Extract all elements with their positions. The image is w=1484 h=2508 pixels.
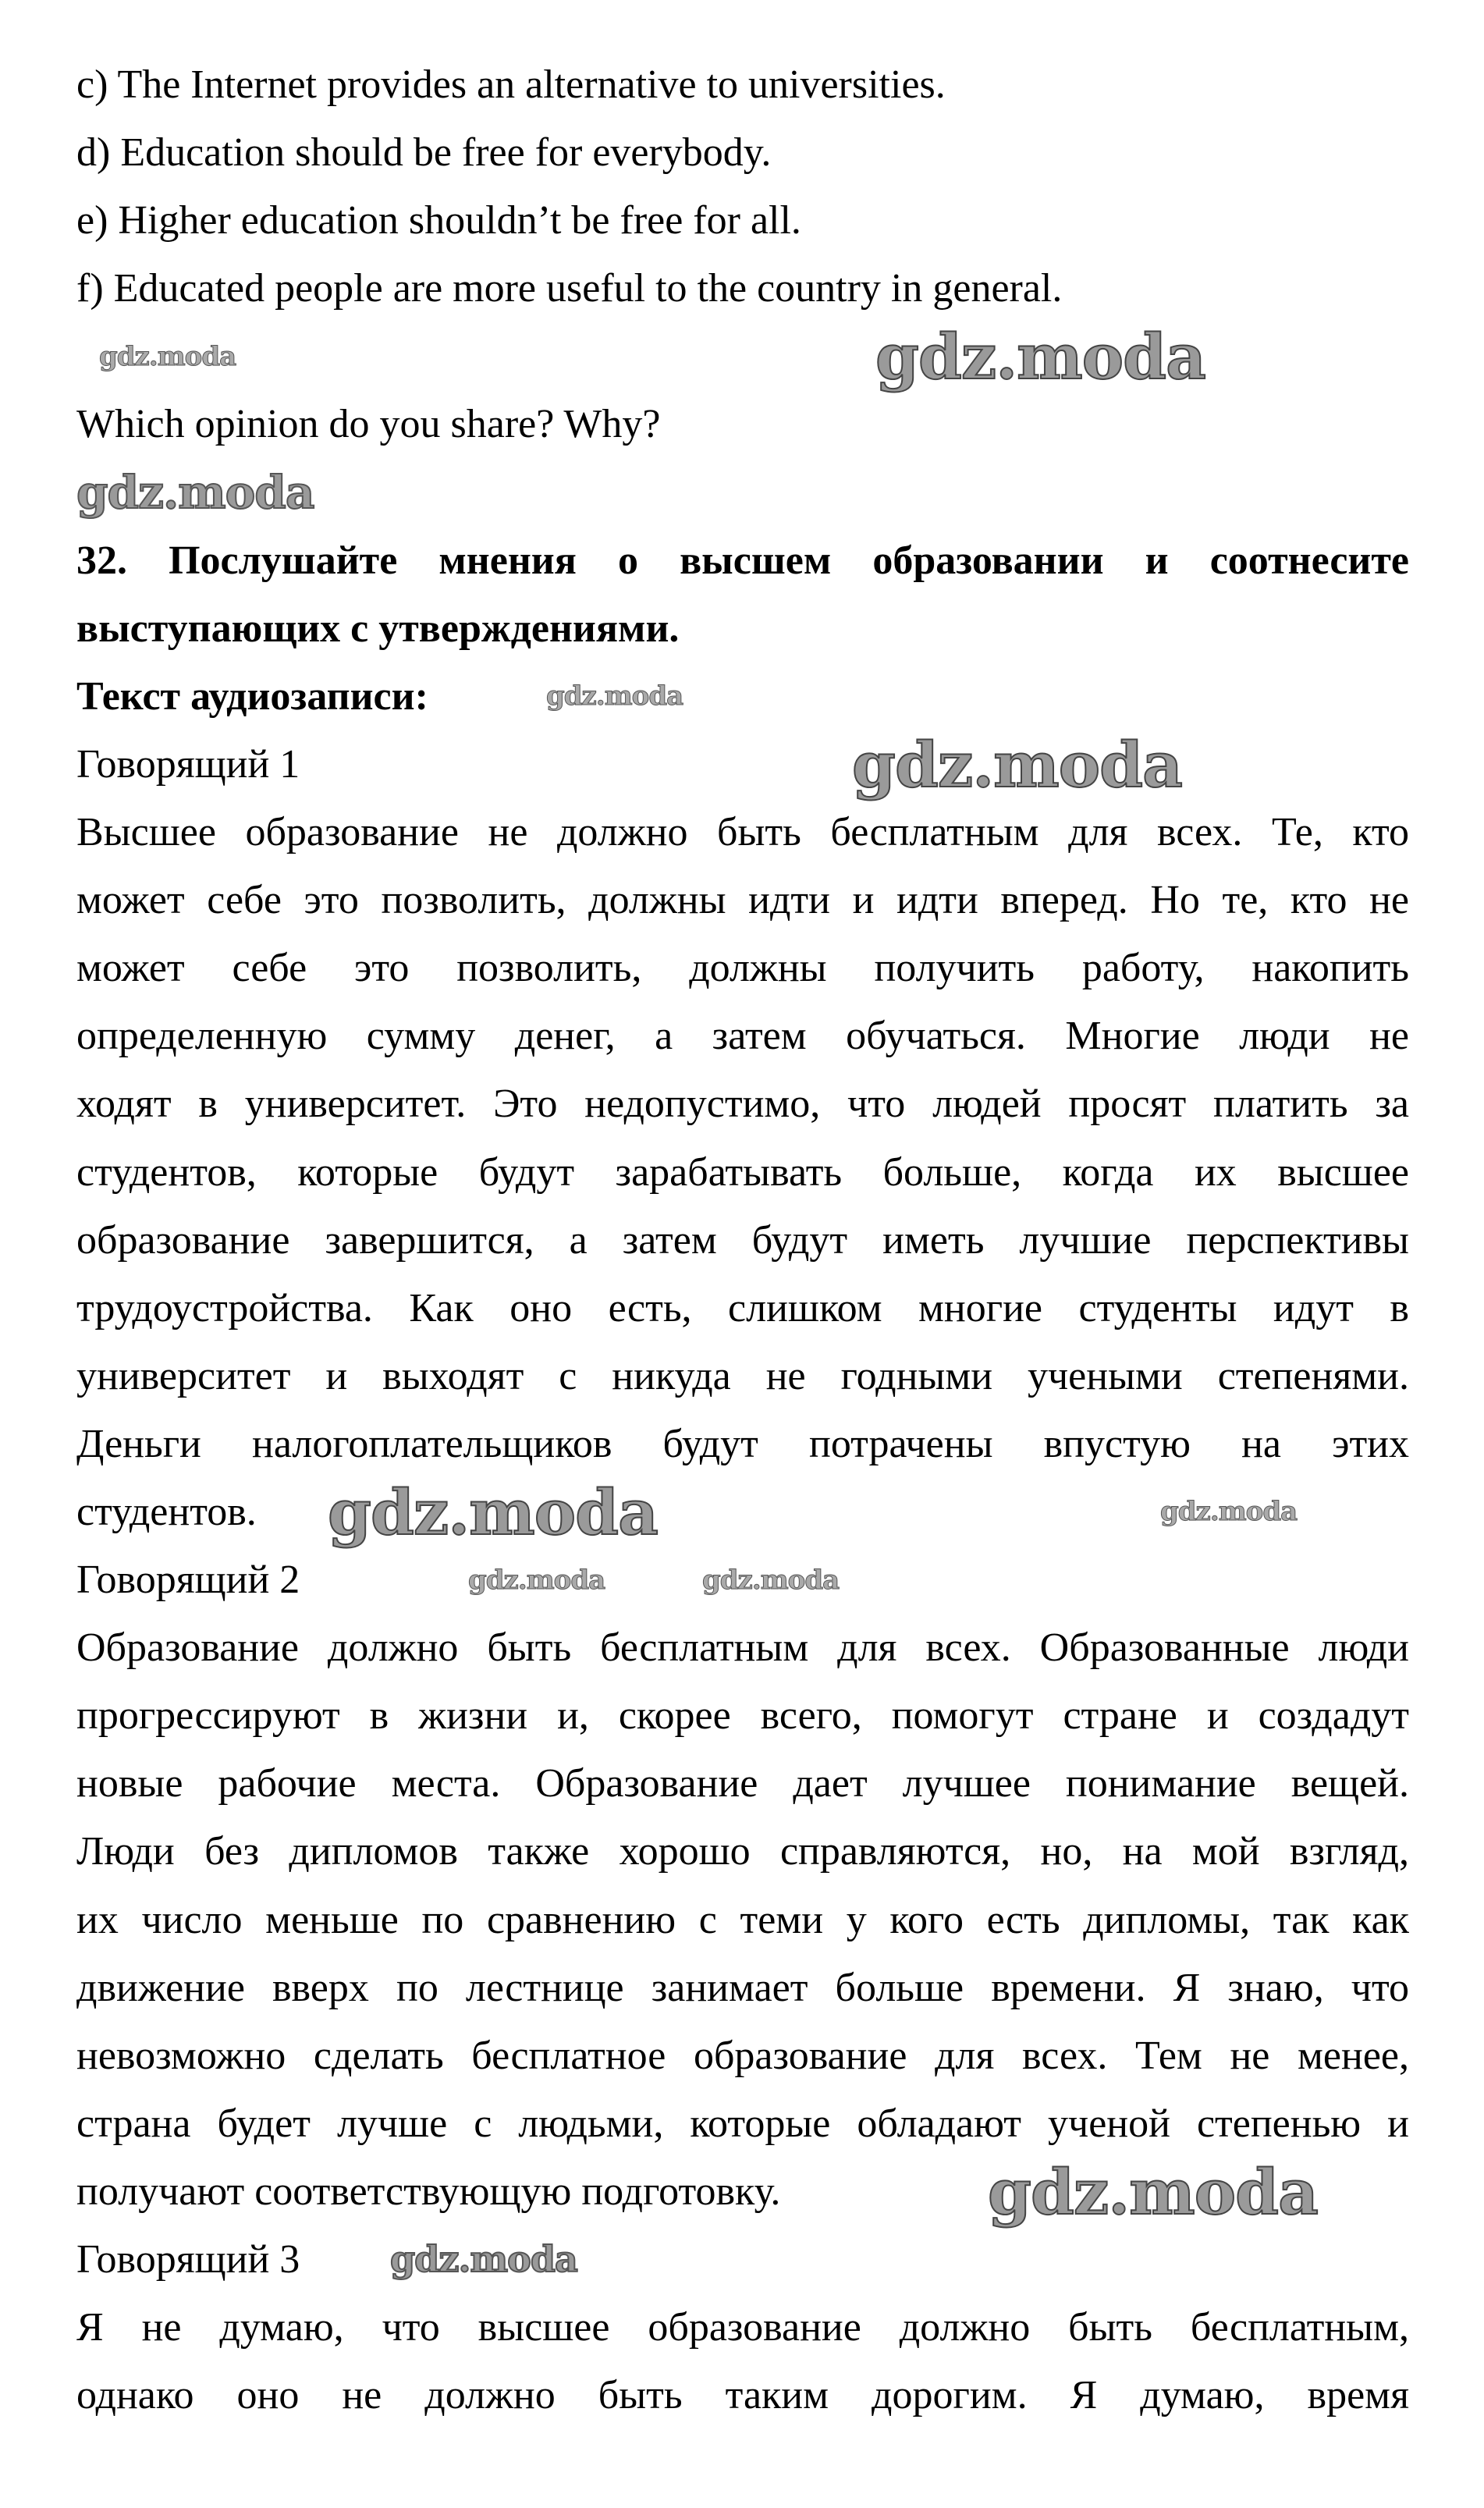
watermark: gdz.moda	[99, 341, 236, 372]
watermark: gdz.moda	[390, 2238, 577, 2280]
watermark: gdz.moda	[76, 466, 314, 519]
speaker-1-label: Говорящий 1	[76, 741, 300, 787]
speaker-1-text-line: ходят в университет. Это недопустимо, что людей просят платить за	[76, 1082, 1409, 1127]
speaker-2-text-line: получают соответствующую подготовку.	[76, 2169, 781, 2214]
watermark: gdz.moda	[1160, 1496, 1298, 1527]
speaker-2-text-line: страна будет лучше с людьми, которые обладают ученой степенью и	[76, 2101, 1409, 2146]
watermark: gdz.moda	[702, 1565, 840, 1596]
speaker-1-text-line: Деньги налогоплательщиков будут потрачены впустую на этих	[76, 1421, 1409, 1466]
document-page	[76, 51, 1409, 2429]
speaker-2-text-line: их число меньше по сравнению с теми у кого есть дипломы, так как	[76, 1897, 1409, 1942]
option-f: f) Educated people are more useful to the country in general.	[76, 266, 1063, 311]
speaker-2-text-line: Образование должно быть бесплатным для всех. Образованные люди	[76, 1625, 1409, 1671]
watermark: gdz.moda	[468, 1565, 605, 1596]
discussion-question: Which opinion do you share? Why?	[76, 402, 661, 447]
speaker-2-text-line: новые рабочие места. Образование дает лучшее понимание вещей.	[76, 1761, 1409, 1806]
speaker-1-text-line: трудоустройства. Как оно есть, слишком многие студенты идут в	[76, 1285, 1409, 1330]
blank-line	[76, 320, 1409, 393]
watermark: gdz.moda	[852, 728, 1182, 801]
speaker-3-text-line: Я не думаю, что высшее образование должно быть бесплатным,	[76, 2305, 1409, 2350]
speaker-2-text-line: Люди без дипломов также хорошо справляются, но, на мой взгляд,	[76, 1829, 1409, 1874]
speaker-2-text-line: движение вверх по лестнице занимает больше времени. Я знаю, что	[76, 1965, 1409, 2010]
task-heading-line1: 32. Послушайте мнения о высшем образовании и соотнесите	[76, 538, 1409, 583]
speaker-1-text-line: университет и выходят с никуда не годными учеными степенями.	[76, 1353, 1409, 1398]
speaker-3-label: Говорящий 3	[76, 2237, 300, 2282]
watermark: gdz.moda	[875, 320, 1205, 393]
speaker-1-text-line: может себе это позволить, должны идти и идти вперед. Но те, кто не	[76, 878, 1409, 923]
transcript-label: Текст аудиозаписи:	[76, 673, 428, 719]
task-heading-line2: выступающих с утверждениями.	[76, 606, 680, 651]
watermark: gdz.moda	[546, 680, 683, 712]
speaker-2-text-line: невозможно сделать бесплатное образование для всех. Тем не менее,	[76, 2033, 1409, 2078]
watermark: gdz.moda	[328, 1476, 658, 1549]
speaker-1-text-line: определенную сумму денег, а затем обучаться. Многие люди не	[76, 1014, 1409, 1059]
speaker-1-text-line: образование завершится, а затем будут иметь лучшие перспективы	[76, 1217, 1409, 1263]
speaker-1-text-line: студентов.	[76, 1489, 257, 1534]
speaker-2-text-line: прогрессируют в жизни и, скорее всего, помогут стране и создадут	[76, 1693, 1409, 1739]
option-d: d) Education should be free for everybody.	[76, 130, 772, 176]
option-c: c) The Internet provides an alternative to universities.	[76, 62, 946, 107]
speaker-3-text-line: однако оно не должно быть таким дорогим. Я думаю, время	[76, 2373, 1409, 2418]
speaker-1-text-line: Высшее образование не должно быть бесплатным для всех. Те, кто	[76, 810, 1409, 855]
speaker-1-text-line: студентов, которые будут зарабатывать больше, когда их высшее	[76, 1149, 1409, 1195]
speaker-2-label: Говорящий 2	[76, 1558, 300, 1603]
speaker-1-text-line: может себе это позволить, должны получить работу, накопить	[76, 946, 1409, 991]
option-e: e) Higher education shouldn’t be free for all.	[76, 198, 801, 243]
watermark: gdz.moda	[988, 2155, 1318, 2229]
